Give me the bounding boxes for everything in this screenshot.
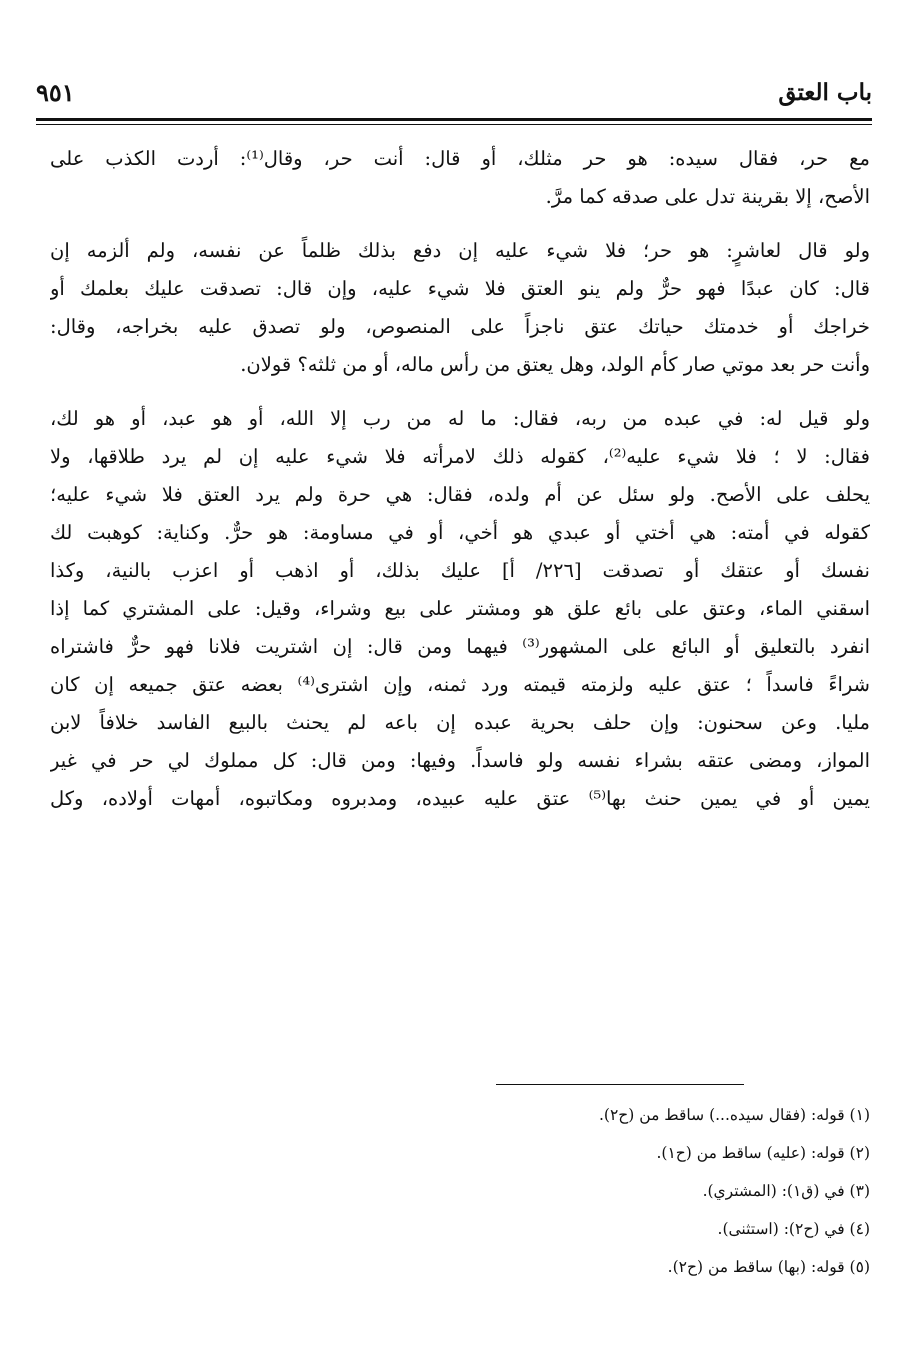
footnote: (٢) قوله: (عليه) ساقط من (ح١). xyxy=(656,1144,870,1162)
text-line: يمين أو في يمين حنث بها⁽⁵⁾ عتق عليه عبيده، ومدبروه ومكاتبوه، أمهات أولاده، وكل xyxy=(50,787,870,810)
paragraph xyxy=(50,232,870,384)
running-header xyxy=(36,74,872,110)
text-line: ولو قيل له: في عبده من ربه، فقال: ما له من رب إلا الله، أو هو عبد، أو هو لك، xyxy=(50,407,870,430)
paragraph xyxy=(50,400,870,818)
text-line: اسقني الماء، وعتق على بائع علق هو ومشتر على بيع وشراء، وقيل: على المشتري كما إذا xyxy=(50,597,870,620)
text-line: قال: كان عبدًا فهو حرٌّ ولم ينو العتق فلا شيء عليه، وإن قال: تصدقت عليك بعلمك أو xyxy=(50,277,870,300)
text-line: وأنت حر بعد موتي صار كأم الولد، وهل يعتق من رأس ماله، أو من ثلثه؟ قولان. xyxy=(240,353,870,376)
text-line: الأصح، إلا بقرينة تدل على صدقه كما مرَّ. xyxy=(545,185,870,208)
text-line: ولو قال لعاشرٍ: هو حر؛ فلا شيء عليه إن دفع بذلك ظلماً عن نفسه، ولم ألزمه إن xyxy=(50,239,870,262)
text-line: فقال: لا ؛ فلا شيء عليه⁽²⁾، كقوله ذلك لامرأته فلا شيء عليه إن لم يرد طلاقها، ولا xyxy=(50,445,870,468)
header-rule-thin xyxy=(36,124,872,125)
footnote: (٣) في (ق١): (المشتري). xyxy=(702,1182,870,1200)
text-line: خراجك أو خدمتك حياتك عتق ناجزاً على المنصوص، ولو تصدق عليه بخراجه، وقال: xyxy=(50,315,870,338)
footnote-separator xyxy=(496,1084,744,1085)
main-text xyxy=(50,140,870,818)
footnote: (٥) قوله: (بها) ساقط من (ح٢). xyxy=(667,1258,870,1276)
chapter-title: باب العتق xyxy=(778,78,872,106)
text-line: شراءً فاسداً ؛ عتق عليه ولزمته قيمته ورد ثمنه، وإن اشترى⁽⁴⁾ بعضه عتق جميعه إن كان xyxy=(50,673,870,696)
footnotes xyxy=(270,1096,870,1286)
page-number: ٩٥١ xyxy=(36,77,75,107)
text-line: نفسك أو عتقك أو تصدقت [٢٢٦/ أ] عليك بذلك، أو اذهب أو اعزب بالنية، وكذا xyxy=(50,559,870,582)
header-rule-thick xyxy=(36,118,872,121)
footnote: (٤) في (ح٢): (استثنى). xyxy=(717,1220,870,1238)
footnote: (١) قوله: (فقال سيده...) ساقط من (ح٢). xyxy=(598,1106,870,1124)
text-line: مع حر، فقال سيده: هو حر مثلك، أو قال: أنت حر، وقال⁽¹⁾: أردت الكذب على xyxy=(50,147,870,170)
text-line: كقوله في أمته: هي أختي أو عبدي هو أخي، أو في مساومة: هو حرٌّ. وكناية: كوهبت لك xyxy=(50,521,870,544)
paragraph xyxy=(50,140,870,216)
text-line: انفرد بالتعليق أو البائع على المشهور⁽³⁾ فيهما ومن قال: إن اشتريت فلانا فهو حرٌّ فاشتراه xyxy=(50,635,870,658)
text-line: يحلف على الأصح. ولو سئل عن أم ولده، فقال: هي حرة ولم يرد العتق فلا شيء عليه؛ xyxy=(50,483,870,506)
text-line: مليا. وعن سحنون: وإن حلف بحرية عبده إن باعه لم يحنث بالبيع الفاسد خلافاً لابن xyxy=(50,711,870,734)
text-line: المواز، ومضى عتقه بشراء نفسه ولو فاسداً. وفيها: ومن قال: كل مملوك لي حر في غير xyxy=(50,749,870,772)
